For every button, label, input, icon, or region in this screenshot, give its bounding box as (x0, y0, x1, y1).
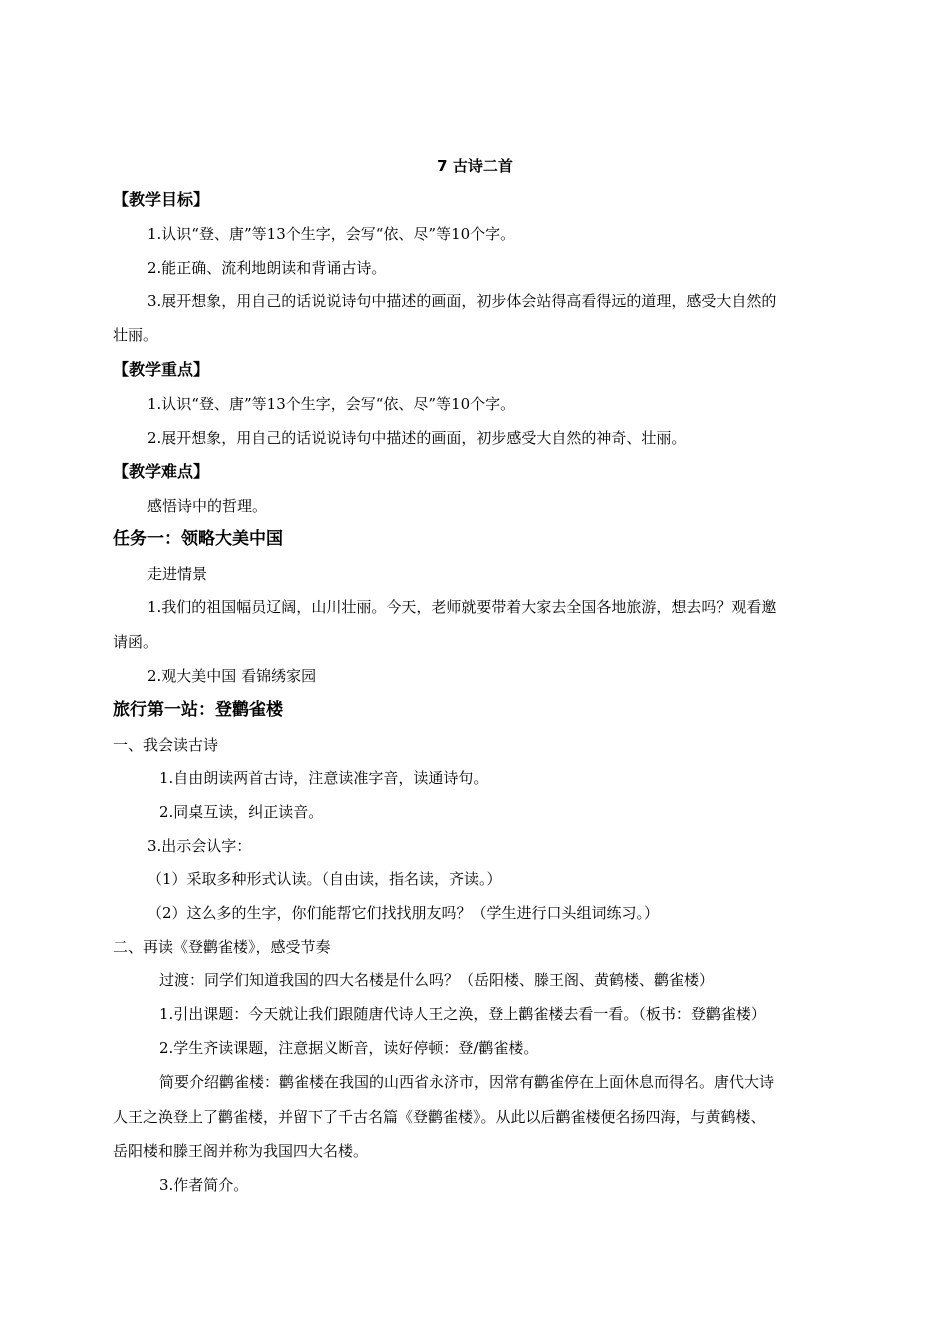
task1-item: 走进情景 (147, 565, 208, 583)
section1-item: 2.同桌互读，纠正读音。 (159, 803, 324, 821)
task1-item: 1.我们的祖国幅员辽阔，山川壮丽。今天，老师就要带着大家去全国各地旅游，想去吗？观看邀 (147, 598, 777, 616)
section2-item-continued: 人王之涣登上了鹳雀楼，并留下了千古名篇《登鹳雀楼》。从此以后鹳雀楼便名扬四海，与黄鹤楼、 (113, 1108, 766, 1126)
key-point-item: 1.认识“登、唐”等13个生字，会写“依、尽”等10个字。 (147, 395, 516, 413)
section1-item: 3.出示会认字： (147, 837, 252, 855)
task1-heading: 任务一：领略大美中国 (113, 529, 283, 549)
objective-item-continued: 壮丽。 (113, 326, 159, 344)
section2-item: 1.引出课题：今天就让我们跟随唐代诗人王之涣，登上鹳雀楼去看一看。（板书：登鹳雀楼） (159, 1005, 766, 1023)
task1-item: 2.观大美中国 看锦绣家园 (147, 667, 317, 685)
section1-subitem: （2）这么多的生字，你们能帮它们找找朋友吗？（学生进行口头组词练习。） (147, 904, 660, 922)
section2-item: 3.作者简介。 (159, 1176, 249, 1194)
section1-subitem: （1）采取多种形式认读。（自由读，指名读，齐读。） (147, 870, 502, 888)
key-points-heading: 【教学重点】 (113, 360, 210, 379)
difficulty-item: 感悟诗中的哲理。 (147, 497, 268, 515)
objectives-heading: 【教学目标】 (113, 190, 210, 209)
objective-item: 2.能正确、流利地朗读和背诵古诗。 (147, 259, 387, 277)
section2-item: 简要介绍鹳雀楼：鹳雀楼在我国的山西省永济市，因常有鹳雀停在上面休息而得名。唐代大诗 (159, 1073, 775, 1091)
task1-item-continued: 请函。 (113, 633, 159, 651)
key-point-item: 2.展开想象，用自己的话说说诗句中描述的画面，初步感受大自然的神奇、壮丽。 (147, 429, 687, 447)
section2-item: 过渡：同学们知道我国的四大名楼是什么吗？（岳阳楼、滕王阁、黄鹤楼、鹳雀楼） (159, 971, 715, 989)
section2-item-continued: 岳阳楼和滕王阁并称为我国四大名楼。 (113, 1142, 369, 1160)
stop1-heading: 旅行第一站：登鹳雀楼 (113, 700, 283, 720)
objective-item: 1.认识“登、唐”等13个生字，会写“依、尽”等10个字。 (147, 225, 516, 243)
section1-item: 1.自由朗读两首古诗，注意读准字音，读通诗句。 (159, 769, 489, 787)
section2-heading: 二、再读《登鹳雀楼》，感受节奏 (113, 938, 331, 956)
objective-item: 3.展开想象，用自己的话说说诗句中描述的画面，初步体会站得高看得远的道理，感受大自然的 (147, 292, 777, 310)
section2-item: 2.学生齐读课题，注意据义断音，读好停顿：登/鹳雀楼。 (159, 1039, 539, 1057)
difficulties-heading: 【教学难点】 (113, 462, 210, 481)
section1-heading: 一、我会读古诗 (113, 736, 219, 754)
page-title: 7 古诗二首 (437, 157, 513, 175)
